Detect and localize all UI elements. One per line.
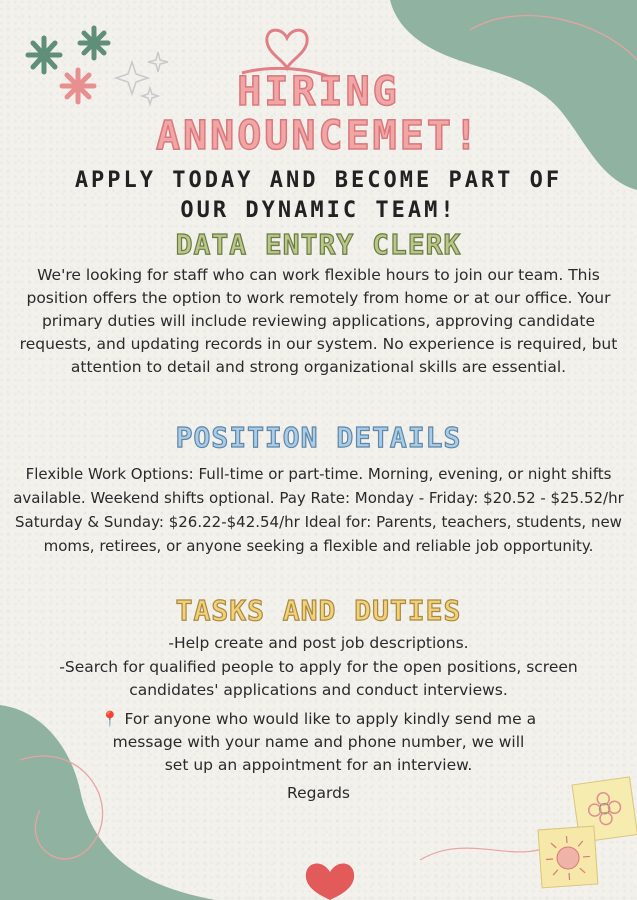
intro-paragraph: We're looking for staff who can work flexible hours to join our team. This position offers the option to work remotely from home or at our office. Your primary duties will include reviewing applications, approving candidate requests, and updating records in our system. No experience is required, but attention to detail and strong organizational skills are essential. [19, 266, 618, 376]
task-item: -Help create and post job descriptions. [168, 634, 469, 652]
sun-note-icon [538, 826, 598, 888]
title-line-1: HIRING [237, 69, 400, 115]
heart-icon [306, 863, 354, 900]
tasks-heading: TASKS AND DUTIES [175, 594, 462, 627]
apply-note: For anyone who would like to apply kindly send me a message with your name and phone number, we will set up an appointment for an interview. [112, 710, 537, 774]
pin-icon: 📍 [100, 710, 120, 728]
tagline-line-2: OUR DYNAMIC TEAM! [180, 198, 457, 223]
role-heading: DATA ENTRY CLERK [175, 228, 462, 261]
task-item: -Search for qualified people to apply for the open positions, screen candidates' applications and conduct interviews. [59, 658, 578, 699]
details-paragraph: Flexible Work Options: Full-time or part-time. Morning, evening, or night shifts available. Weekend shifts optional. Pay Rate: Monday - Friday: $20.52 - $25.52/hr Saturday & Sunday: $26.22-$42.54/hr Ideal for: Parents, teachers, students, new moms, retirees, or anyone seeking a flexible and reliable job opportunity. [13, 465, 624, 555]
tagline-line-1: APPLY TODAY AND BECOME PART OF [74, 168, 563, 193]
apply-note-block [0, 708, 637, 777]
details-heading: POSITION DETAILS [175, 421, 462, 454]
asterisk-icon [28, 28, 108, 72]
title-line-2: ANNOUNCEMET! [156, 113, 481, 159]
closing-text: Regards [287, 784, 350, 802]
